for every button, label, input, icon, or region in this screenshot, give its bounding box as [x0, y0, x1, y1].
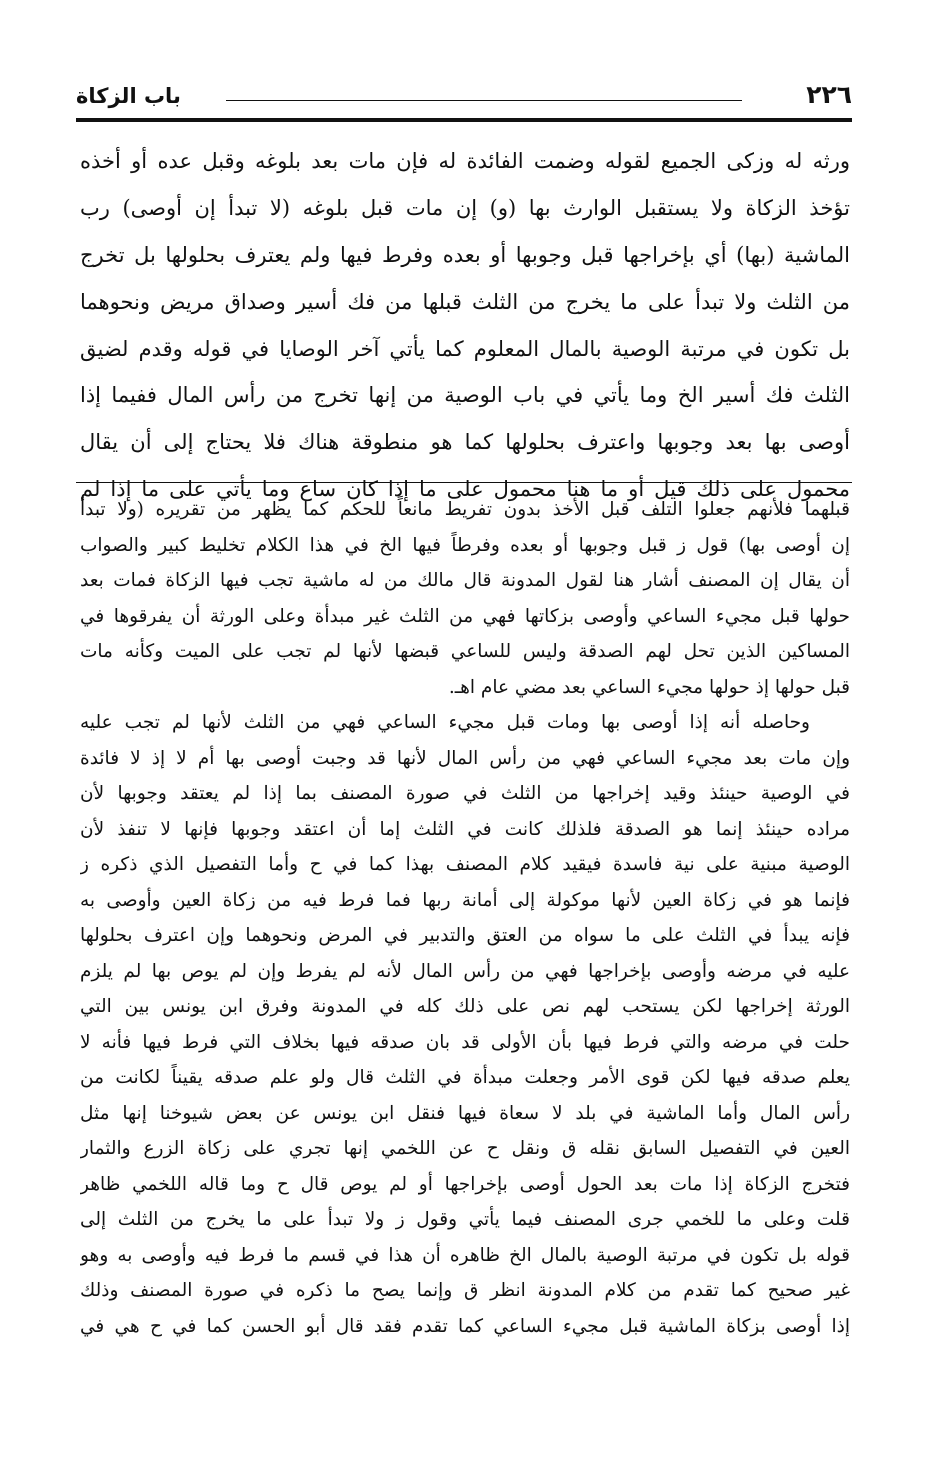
footnote-line: إذا أوصى بزكاة الماشية قبل مجيء الساعي كما تقدم فقد قال أبو الحسن كما في ح هي في — [80, 1315, 850, 1337]
footnote-line: أن يقال إن المصنف أشار هنا لقول المدونة قال مالك من له ماشية تجب فيها الزكاة فمات بعد — [80, 570, 850, 591]
footnote-divider — [76, 482, 852, 483]
header-rule — [226, 100, 742, 101]
footnote-line: مراده حينئذ إنما هو الصدقة فلذلك كانت في الثلث إما أن اعتقد وجوبها فإنها لا تنفذ لأن — [80, 818, 850, 840]
footnote-line: رأس المال وأما الماشية في بلد لا سعاة فيها فنقل ابن يونس عن بعض شيوخنا إنها مثل — [80, 1102, 850, 1124]
main-text — [80, 138, 850, 513]
header-divider — [76, 118, 852, 122]
footnote-line: وإن مات بعد مجيء الساعي فهي من رأس المال لأنها قد وجبت أوصى بها أم لا إذ لا فائدة — [80, 747, 850, 769]
main-text-line: محمول على ذلك قيل أو ما هنا محمول على ما إذا كان ساع وما يأتي على ما إذا لم — [80, 477, 850, 502]
footnote-line: المساكين الذين تحل لهم الصدقة وليس للساعي قبضها لأنها لم تجب على الميت وكأنه مات — [80, 641, 850, 662]
footnote-line: غير صحيح كما تقدم من كلام المدونة انظر ق وإنما يصح ما ذكره في صورة المصنف وذلك — [80, 1280, 850, 1301]
main-text-line: بل تكون في مرتبة الوصية بالمال المعلوم كما يأتي آخر الوصايا في قوله وقدم لضيق — [80, 336, 850, 361]
footnote-line: العين في التفصيل السابق نقله ق ونقل ح عن اللخمي إنها تجري على زكاة الزرع والثمار — [80, 1138, 850, 1159]
page-number: ٢٢٦ — [806, 80, 852, 109]
footnote-line: الوصية مبنية على نية فاسدة فيقيد كلام المصنف بهذا كما في ح وأما التفصيل الذي ذكره ز — [80, 854, 850, 875]
footnote-line: يعلم صدقه فيها لكن قوى الأمر وجعلت مبدأة في الثلث قال ولو علم صدقه يقيناً لكانت من — [80, 1067, 850, 1088]
footnote-line: حلت في مرضه والتي فرط فيها بأن الأولى قد بان صدقه فيها بخلاف التي فرط فيها فأنه لا — [80, 1031, 850, 1053]
footnote-line: قلت وعلى ما للخمي جرى المصنف فيما يأتي وقول ز ولا تبدأ على ما يخرج من الثلث إلى — [80, 1209, 850, 1230]
main-text-line: أوصى بها بعد وجوبها واعترف بحلولها كما هو منطوقة هناك فلا يحتاج إلى أن يقال — [80, 430, 850, 455]
footnote-line: قوله بل تكون في مرتبة الوصية بالمال الخ ظاهره أن هذا في قسم ما فرط فيه وأوصى به وهو — [80, 1244, 850, 1266]
main-text-line: الماشية (بها) أي بإخراجها قبل وجوبها أو بعده وفرط فيها ولم يعترف بحلولها بل تخرج — [80, 242, 850, 267]
footnote-line: فتخرج الزكاة إذا مات بعد الحول أوصى بإخراجها أو لم يوص قال ح وما قاله اللخمي ظاهر — [80, 1173, 850, 1195]
footnote-line: فإنه يبدأ في الثلث على ما سواه من العتق والتدبير في المرض ونحوهما وإن اعترف بحلولها — [80, 925, 850, 946]
main-text-line: ورثه له وزكى الجميع لقوله وضمت الفائدة له فإن مات بعد بلوغه وقبل عده أو أخذه — [80, 149, 850, 173]
footnote-line: حولها قبل مجيء الساعي وأوصى بزكاتها فهي من الثلث غير مبدأة وعلى الورثة أن يفرقوها في — [80, 605, 850, 627]
footnote-line: عليه في مرضه وأوصى بإخراجها فهي من رأس المال لأنه لم يفرط وإن لم يوص بها لم يلزم — [80, 960, 850, 982]
footnote-line: في الوصية حينئذ وقيد إخراجها من الثلث في صورة المصنف بما إذا لم يعتقد وجوبها لأن — [80, 783, 850, 804]
main-text-line: من الثلث ولا تبدأ على ما يخرج من الثلث قبلها من فك أسير وصداق مريض ونحوهما — [80, 289, 850, 314]
footnotes — [80, 492, 850, 1344]
main-text-line: تؤخذ الزكاة ولا يستقبل الوارث بها (و) إن مات قبل بلوغه (لا تبدأ إن أوصى) رب — [80, 195, 850, 220]
section-title: باب الزكاة — [76, 84, 181, 108]
footnote-line: فإنما هو في زكاة العين لأنها موكولة إلى أمانة ربها فما فرط فيه من زكاة العين وأوصى به — [80, 889, 850, 911]
page-header — [76, 76, 852, 116]
main-text-line: الثلث فك أسير الخ وما يأتي في باب الوصية من إنها تخرج من رأس المال ففيما إذا — [80, 383, 850, 408]
footnote-line: إن أوصى بها) قول ز قبل وجوبها أو بعده وفرطاً فيها الخ في هذا الكلام تخليط كبير والصواب — [80, 534, 850, 556]
footnote-line: وحاصله أنه إذا أوصى بها ومات قبل مجيء الساعي فهي من الثلث لأنها لم تجب عليه — [80, 712, 810, 733]
footnote-line: قبل حولها إذ حولها مجيء الساعي بعد مضي عام اهـ. — [448, 676, 850, 698]
footnote-line: قبلهما فلأنهم جعلوا التلف قبل الأخذ بدون تفريط مانعاً للحكم كما يظهر من تقريره (ولا تبدأ — [80, 499, 850, 520]
footnote-line: الورثة إخراجها لكن يستحب لهم نص على ذلك كله في المدونة وفرق ابن يونس بين التي — [80, 996, 850, 1017]
